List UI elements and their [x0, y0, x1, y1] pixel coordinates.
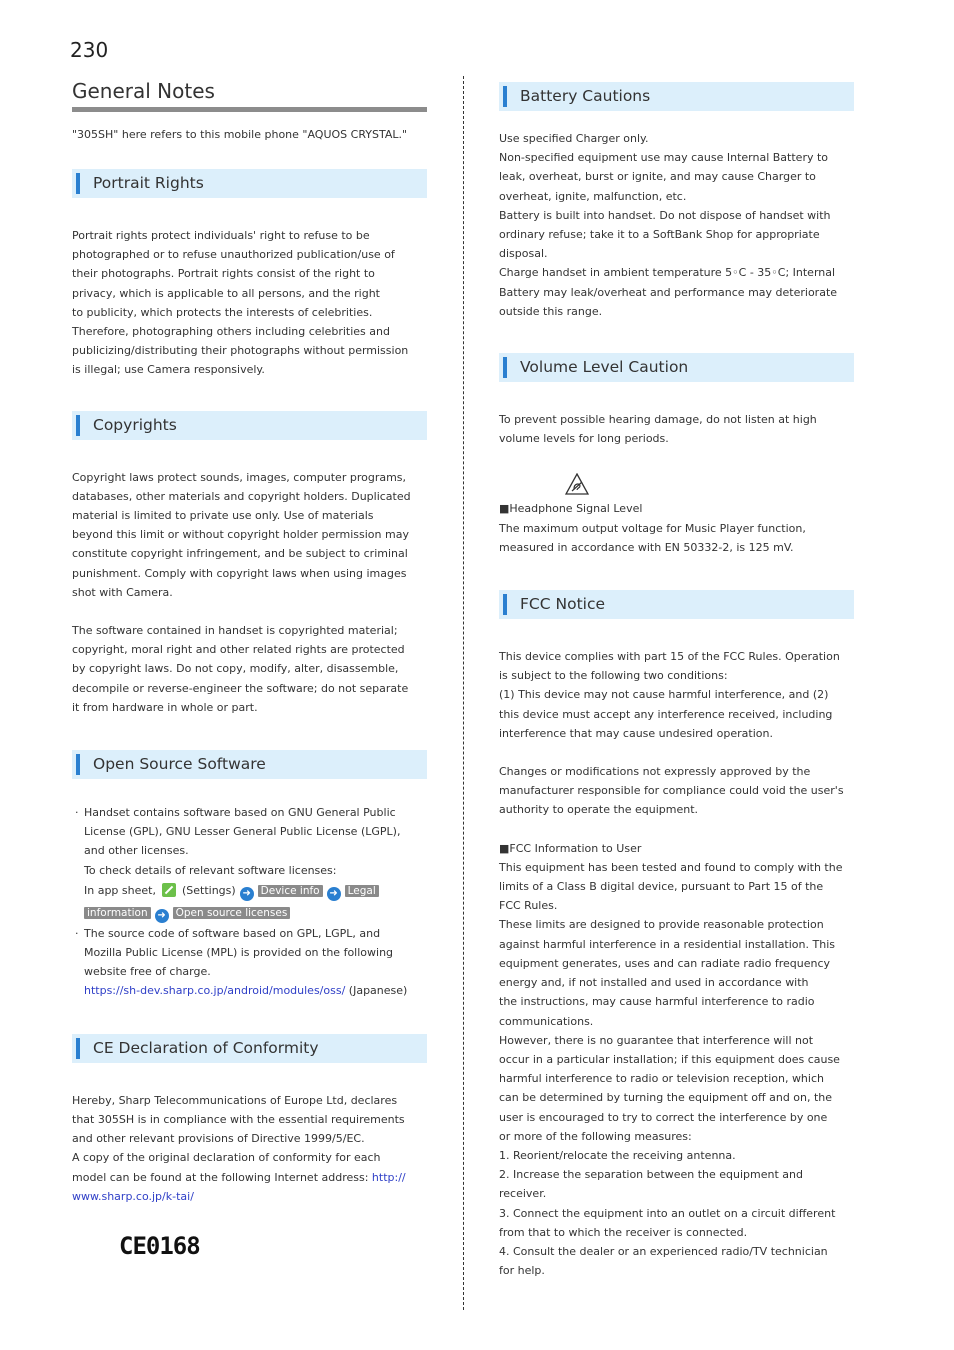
text-line: 2. Increase the separation between the equipment and — [499, 1168, 803, 1182]
text-line: is subject to the following two conditions: — [499, 669, 728, 683]
text-line: can be determined by turning the equipment off and on, the — [499, 1091, 833, 1105]
text-line: shot with Camera. — [72, 585, 173, 599]
heading-battery-cautions: Battery Cautions — [499, 82, 854, 111]
text-line: for help. — [499, 1264, 545, 1278]
ce-last-line: model can be found at the following Internet address: — [72, 1170, 369, 1184]
text-line: interference that may cause undesired operation. — [499, 726, 773, 740]
text-line: (1) This device may not cause harmful interference, and (2) — [499, 688, 829, 702]
settings-wrench-icon — [162, 883, 176, 897]
headphone-signal-subhead: ■Headphone Signal Level — [499, 502, 643, 516]
ce-link-part-2[interactable]: www.sharp.co.jp/k-tai/ — [72, 1189, 194, 1203]
text-line: leak, overheat, burst or ignite, and may cause Charger to — [499, 170, 816, 184]
oss-path-line-1 — [84, 880, 427, 902]
text-line: harmful interference to radio or television reception, which — [499, 1072, 824, 1086]
text-line: or more of the following measures: — [499, 1129, 692, 1143]
text-line: The software contained in handset is copyrighted material; — [72, 624, 398, 638]
ce-link-line-2 — [72, 1187, 427, 1206]
text-line: overheat, ignite, malfunction, etc. — [499, 189, 687, 203]
text-line: Hereby, Sharp Telecommunications of Europe Ltd, declares — [72, 1093, 398, 1107]
chip-legal: Legal — [345, 885, 379, 897]
ce-body — [72, 1091, 427, 1168]
oss-bullet-2-text — [84, 924, 427, 982]
text-line: punishment. Comply with copyright laws when using images — [72, 566, 407, 580]
oss-bullet-1 — [72, 803, 427, 924]
portrait-rights-body — [72, 226, 427, 380]
left-column — [72, 78, 427, 1260]
heading-open-source-software: Open Source Software — [72, 750, 427, 779]
heading-ce-declaration: CE Declaration of Conformity — [72, 1034, 427, 1063]
text-line: to publicity, which protects the interests of celebrities. — [72, 305, 373, 319]
text-line: material is limited to private use only. Use of materials — [72, 509, 374, 523]
text-line: privacy, which is applicable to all persons, and the right — [72, 286, 380, 300]
ce-mark-logo: CE0168 — [119, 1231, 200, 1260]
text-line: energy and, if not installed and used in accordance with — [499, 976, 809, 990]
text-line: 4. Consult the dealer or an experienced radio/TV technician — [499, 1244, 828, 1258]
text-line: manufacturer responsible for compliance could void the user's — [499, 784, 844, 798]
ce-link-part-1[interactable]: http:// — [371, 1170, 406, 1184]
ce-link-line — [72, 1168, 427, 1187]
chip-open-source-licenses: Open source licenses — [173, 907, 291, 919]
oss-path-prefix: In app sheet, — [84, 883, 156, 897]
copyrights-body-2 — [72, 621, 427, 717]
right-column — [499, 82, 854, 1280]
text-line: 3. Connect the equipment into an outlet on a circuit different — [499, 1206, 836, 1220]
text-line: volume levels for long periods. — [499, 432, 669, 446]
heading-portrait-rights: Portrait Rights — [72, 169, 427, 198]
heading-copyrights: Copyrights — [72, 411, 427, 440]
oss-bullet-1-text — [84, 803, 427, 880]
volume-body — [499, 410, 854, 448]
settings-label: (Settings) — [181, 883, 236, 897]
text-line: This device complies with part 15 of the FCC Rules. Operation — [499, 650, 840, 664]
oss-source-link[interactable]: https://sh-dev.sharp.co.jp/android/modules/oss/ — [84, 984, 346, 998]
text-line: Charge handset in ambient temperature 5◦C - 35◦C; Internal — [499, 266, 836, 280]
text-line: the instructions, may cause harmful interference to radio — [499, 995, 815, 1009]
arrow-right-icon: ➜ — [240, 887, 254, 901]
page-title: General Notes — [72, 78, 427, 112]
arrow-right-icon: ➜ — [155, 909, 169, 923]
text-line: limits of a Class B digital device, pursuant to Part 15 of the — [499, 880, 824, 894]
chip-device-info: Device info — [258, 885, 323, 897]
headphone-signal-body — [499, 519, 854, 557]
text-line: Mozilla Public License (MPL) is provided on the following — [84, 946, 394, 960]
text-line: decompile or reverse-engineer the software; do not separate — [72, 681, 409, 695]
intro-text: "305SH" here refers to this mobile phone "AQUOS CRYSTAL." — [72, 128, 408, 141]
text-line: FCC Rules. — [499, 899, 558, 913]
text-line: disposal. — [499, 247, 548, 261]
chip-information: information — [84, 907, 151, 919]
text-line: website free of charge. — [84, 965, 211, 979]
text-line: equipment generates, uses and can radiate radio frequency — [499, 956, 831, 970]
text-line: 1. Reorient/relocate the receiving antenna. — [499, 1148, 736, 1162]
text-line: against harmful interference in a residential installation. This — [499, 937, 835, 951]
text-line: from that to which the receiver is connected. — [499, 1225, 748, 1239]
text-line: A copy of the original declaration of conformity for each — [72, 1151, 381, 1165]
text-line: Changes or modifications not expressly approved by the — [499, 765, 811, 779]
fcc-info-subhead: ■FCC Information to User — [499, 841, 642, 855]
text-line: The maximum output voltage for Music Player function, — [499, 521, 806, 535]
text-line: Therefore, photographing others including celebrities and — [72, 325, 390, 339]
text-line: Portrait rights protect individuals' right to refuse to be — [72, 229, 370, 242]
text-line: their photographs. Portrait rights consist of the right to — [72, 267, 375, 281]
arrow-right-icon: ➜ — [327, 887, 341, 901]
text-line: Battery may leak/overheat and performance may deteriorate — [499, 285, 838, 299]
text-line: copyright, moral right and other related rights are protected — [72, 643, 405, 657]
column-divider — [463, 76, 464, 1310]
text-line: receiver. — [499, 1187, 547, 1201]
text-line: · Handset contains software based on GNU General Public — [84, 806, 396, 820]
oss-url-suffix: (Japanese) — [348, 984, 408, 998]
text-line: and other relevant provisions of Directive 1999/5/EC. — [72, 1132, 365, 1146]
text-line: beyond this limit or without copyright holder permission may — [72, 528, 409, 542]
text-line: outside this range. — [499, 304, 603, 318]
text-line: constitute copyright infringement, and be subject to criminal — [72, 547, 408, 561]
text-line: is illegal; use Camera responsively. — [72, 363, 265, 377]
oss-url-line — [84, 981, 427, 1000]
fcc-body-1 — [499, 647, 854, 743]
text-line: To prevent possible hearing damage, do not listen at high — [499, 413, 817, 427]
text-line: communications. — [499, 1014, 594, 1028]
text-line: To check details of relevant software licenses: — [84, 863, 337, 877]
heading-fcc-notice: FCC Notice — [499, 590, 854, 619]
fcc-body-3 — [499, 858, 854, 1280]
copyrights-body-1 — [72, 468, 427, 602]
hearing-warning-icon — [565, 473, 589, 495]
text-line: databases, other materials and copyright holders. Duplicated — [72, 489, 411, 503]
page-number: 230 — [70, 38, 109, 62]
text-line: occur in a particular installation; if this equipment does cause — [499, 1052, 840, 1066]
text-line: that 305SH is in compliance with the essential requirements — [72, 1112, 405, 1126]
text-line: Copyright laws protect sounds, images, computer programs, — [72, 470, 407, 484]
text-line: However, there is no guarantee that interference will not — [499, 1033, 814, 1047]
text-line: This equipment has been tested and found to comply with the — [499, 860, 843, 874]
text-line: user is encouraged to try to correct the interference by one — [499, 1110, 828, 1124]
text-line: this device must accept any interference received, including — [499, 707, 833, 721]
text-line: Use specified Charger only. — [499, 132, 649, 145]
text-line: by copyright laws. Do not copy, modify, alter, disassemble, — [72, 662, 399, 676]
text-line: Non-specified equipment use may cause Internal Battery to — [499, 151, 829, 165]
text-line: · The source code of software based on GPL, LGPL, and — [84, 926, 381, 940]
text-line: Battery is built into handset. Do not dispose of handset with — [499, 208, 831, 222]
text-line: photographed or to refuse unauthorized publication/use of — [72, 248, 395, 262]
text-line: ordinary refuse; take it to a SoftBank Shop for appropriate — [499, 228, 820, 242]
heading-volume-level-caution: Volume Level Caution — [499, 353, 854, 382]
battery-body — [499, 129, 854, 321]
text-line: measured in accordance with EN 50332-2, is 125 mV. — [499, 540, 794, 554]
fcc-body-2 — [499, 762, 854, 820]
text-line: License (GPL), GNU Lesser General Public License (LGPL), — [84, 825, 401, 839]
text-line: publicizing/distributing their photographs without permission — [72, 344, 409, 358]
text-line: it from hardware in whole or part. — [72, 700, 258, 714]
oss-bullet-2 — [72, 924, 427, 1001]
text-line: These limits are designed to provide reasonable protection — [499, 918, 824, 932]
text-line: authority to operate the equipment. — [499, 803, 699, 817]
oss-path-line-2 — [84, 902, 427, 924]
text-line: and other licenses. — [84, 844, 189, 858]
